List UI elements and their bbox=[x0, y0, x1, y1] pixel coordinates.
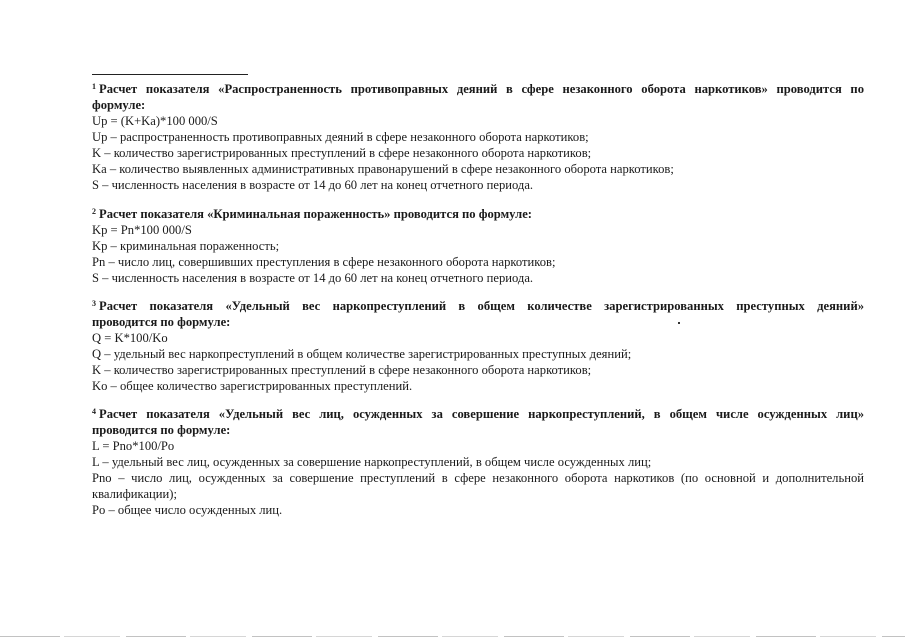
formula: Up = (K+Ka)*100 000/S bbox=[92, 114, 218, 128]
definition-line: K – количество зарегистрированных преступлений в сфере незаконного оборота наркотиков; bbox=[92, 363, 592, 377]
footnote-heading bbox=[92, 81, 864, 97]
footnote-heading-cont: проводится по формуле: bbox=[92, 423, 231, 437]
footnote-number: 4 bbox=[92, 407, 96, 416]
definition-line: Up – распространенность противоправных деяний в сфере незаконного оборота наркотиков; bbox=[92, 130, 589, 144]
footnote-heading-cont: формуле: bbox=[92, 98, 146, 112]
footnote-heading-text: Расчет показателя «Криминальная пораженность» проводится по формуле: bbox=[99, 207, 532, 221]
footnote-heading-text: Расчет показателя «Удельный вес наркопреступлений в общем количестве зарегистрированных преступных деяний» bbox=[99, 299, 864, 313]
definition-line: S – численность населения в возрасте от 14 до 60 лет на конец отчетного периода. bbox=[92, 271, 534, 285]
definition-line: Pno – число лиц, осужденных за совершение преступлений в сфере незаконного оборота наркотиков (по основной и дополнительной bbox=[92, 471, 864, 485]
footnote-1 bbox=[92, 81, 864, 193]
footnote-4 bbox=[92, 406, 864, 518]
scan-bottom-edge bbox=[0, 636, 905, 637]
footnote-number: 2 bbox=[92, 207, 96, 216]
footnote-2 bbox=[92, 206, 864, 286]
formula: L = Pno*100/Po bbox=[92, 439, 175, 453]
formula: Q = K*100/Ko bbox=[92, 331, 168, 345]
definition-line: L – удельный вес лиц, осужденных за совершение наркопреступлений, в общем числе осужденных лиц; bbox=[92, 455, 652, 469]
footnote-heading bbox=[92, 298, 864, 314]
definition-line: Pn – число лиц, совершивших преступления в сфере незаконного оборота наркотиков; bbox=[92, 255, 556, 269]
footnote-heading bbox=[92, 406, 864, 422]
definition-line: квалификации); bbox=[92, 487, 177, 501]
footnote-number: 3 bbox=[92, 299, 96, 308]
definition-line: Q – удельный вес наркопреступлений в общем количестве зарегистрированных преступных деяний; bbox=[92, 347, 632, 361]
definition-line: K – количество зарегистрированных преступлений в сфере незаконного оборота наркотиков; bbox=[92, 146, 592, 160]
scan-speck bbox=[678, 322, 680, 324]
formula: Kp = Pn*100 000/S bbox=[92, 223, 192, 237]
footnote-heading bbox=[92, 206, 864, 222]
footnote-heading-text: Расчет показателя «Удельный вес лиц, осужденных за совершение наркопреступлений, в общем числе осужденных лиц» bbox=[99, 407, 864, 421]
definition-line: Po – общее число осужденных лиц. bbox=[92, 503, 283, 517]
definition-line: S – численность населения в возрасте от 14 до 60 лет на конец отчетного периода. bbox=[92, 178, 534, 192]
footnote-heading-text: Расчет показателя «Распространенность противоправных деяний в сфере незаконного оборота наркотиков» проводится по bbox=[99, 82, 864, 96]
footnote-separator bbox=[92, 74, 248, 75]
definition-line: Ko – общее количество зарегистрированных преступлений. bbox=[92, 379, 413, 393]
footnote-heading-cont: проводится по формуле: bbox=[92, 315, 231, 329]
definition-line: Kp – криминальная пораженность; bbox=[92, 239, 280, 253]
footnote-3 bbox=[92, 298, 864, 394]
definition-line: Ka – количество выявленных административных правонарушений в сфере незаконного оборота наркотиков; bbox=[92, 162, 674, 176]
footnote-number: 1 bbox=[92, 82, 96, 91]
